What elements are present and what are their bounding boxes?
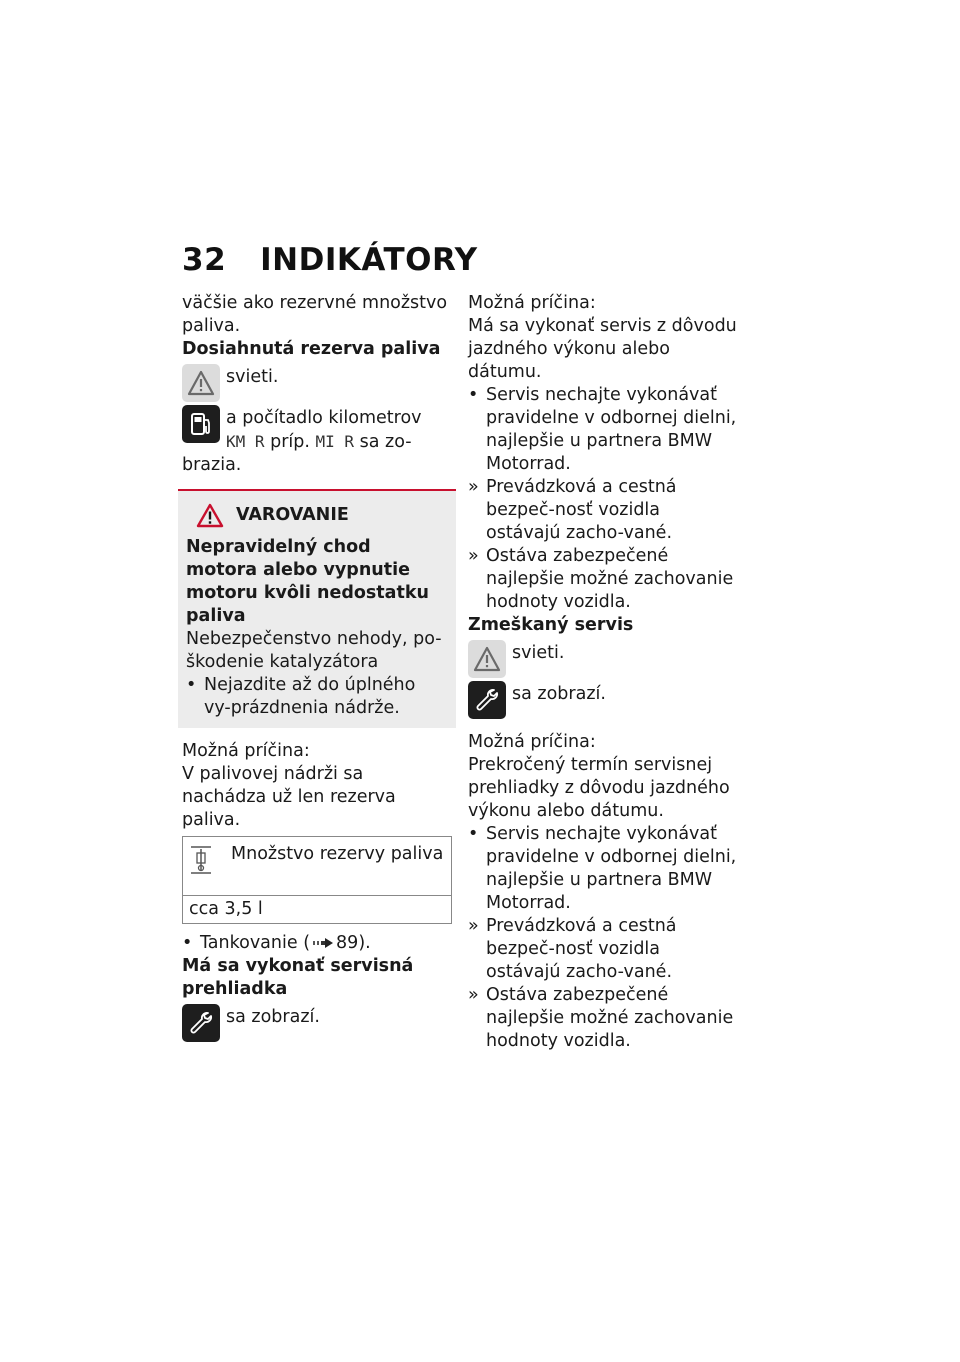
refuel-text-end: ). bbox=[358, 933, 371, 953]
service-arrow-1: » Prevádzková a cestná bezpeč-nosť vozidla ostávajú zacho-vané. bbox=[468, 476, 740, 545]
fuel-warning-row bbox=[182, 364, 452, 402]
service-due-row bbox=[182, 1004, 452, 1042]
cause-text-right: Má sa vykonať servis z dôvodu jazdného výkonu alebo dátumu. bbox=[468, 316, 737, 382]
measurement-icon bbox=[189, 843, 213, 877]
service-arrow-2: » Ostáva zabezpečené najlepšie možné zachovanie hodnoty vozidla. bbox=[468, 545, 740, 614]
missed-arrow-1: » Prevádzková a cestná bezpeč-nosť vozidla ostávajú zacho-vané. bbox=[468, 915, 740, 984]
warning-label: VAROVANIE bbox=[236, 505, 349, 525]
wrench-icon bbox=[468, 681, 506, 719]
cause-label-right: Možná príčina: bbox=[468, 293, 596, 313]
or-text: príp. bbox=[270, 432, 310, 452]
warning-box bbox=[178, 489, 456, 728]
pump-text-lead: a počítadlo kilometrov bbox=[226, 408, 422, 428]
intro-text: väčšie ako rezervné množstvo paliva. bbox=[182, 293, 448, 336]
refuel-text: Tankovanie ( bbox=[200, 933, 311, 953]
missed-bullet: • Servis nechajte vykonávať pravidelne v odbornej dielni, najlepšie u partnera BMW Motorrad. bbox=[468, 823, 740, 915]
missed-service-heading: Zmeškaný servis bbox=[468, 615, 634, 635]
service-due-text: sa zobrazí. bbox=[226, 1007, 320, 1027]
warning-text: Nebezpečenstvo nehody, po-škodenie katalyzátora bbox=[186, 629, 442, 672]
missed-cause-text: Prekročený termín servisnej prehliadky z dôvodu jazdného výkonu alebo dátumu. bbox=[468, 755, 730, 821]
suffix-text-2: brazia. bbox=[182, 455, 242, 475]
missed-arrow-2: » Ostáva zabezpečené najlepšie možné zachovanie hodnoty vozidla. bbox=[468, 984, 740, 1053]
fuel-pump-icon bbox=[182, 405, 220, 443]
cause-label: Možná príčina: bbox=[182, 741, 310, 761]
right-column bbox=[468, 292, 740, 1053]
page-number: 32 bbox=[182, 242, 227, 278]
mi-r-readout: MI R bbox=[315, 432, 355, 451]
spec-table-header bbox=[183, 837, 451, 896]
suffix-text: sa zo- bbox=[359, 432, 412, 452]
cause-text: V palivovej nádrži sa nachádza už len rezerva paliva. bbox=[182, 764, 396, 830]
spec-table-value: cca 3,5 l bbox=[189, 899, 263, 919]
service-bullet: • Servis nechajte vykonávať pravidelne v odbornej dielni, najlepšie u partnera BMW Motorrad. bbox=[468, 384, 740, 476]
fuel-reserve-heading: Dosiahnutá rezerva paliva bbox=[182, 339, 441, 359]
refuel-page: 89 bbox=[336, 933, 359, 953]
wrench-icon bbox=[182, 1004, 220, 1042]
missed-cause-label: Možná príčina: bbox=[468, 732, 596, 752]
warning-title bbox=[186, 503, 446, 528]
chapter-title: INDIKÁTORY bbox=[260, 242, 478, 278]
missed-wrench-row bbox=[468, 681, 740, 719]
missed-warning-text: svieti. bbox=[512, 643, 565, 663]
page-title bbox=[182, 242, 478, 278]
km-r-readout: KM R bbox=[226, 432, 265, 451]
red-warning-icon bbox=[196, 503, 224, 528]
warning-bullet: • Nejazdite až do úplného vy-prázdnenia nádrže. bbox=[186, 674, 446, 720]
refuel-link[interactable] bbox=[182, 932, 452, 955]
missed-warning-row bbox=[468, 640, 740, 678]
page-arrow-icon bbox=[312, 937, 334, 949]
fuel-pump-text bbox=[220, 405, 422, 454]
spec-table-label: Množstvo rezervy paliva bbox=[231, 844, 444, 864]
fuel-warning-text: svieti. bbox=[226, 367, 279, 387]
warning-triangle-icon bbox=[468, 640, 506, 678]
service-due-heading: Má sa vykonať servisná prehliadka bbox=[182, 956, 414, 999]
spec-table bbox=[182, 836, 452, 924]
warning-strong: Nepravidelný chod motora alebo vypnutie motoru kvôli nedostatku paliva bbox=[186, 537, 429, 626]
missed-wrench-text: sa zobrazí. bbox=[512, 684, 606, 704]
warning-triangle-icon bbox=[182, 364, 220, 402]
fuel-pump-row bbox=[182, 405, 452, 454]
left-column bbox=[182, 292, 452, 1042]
